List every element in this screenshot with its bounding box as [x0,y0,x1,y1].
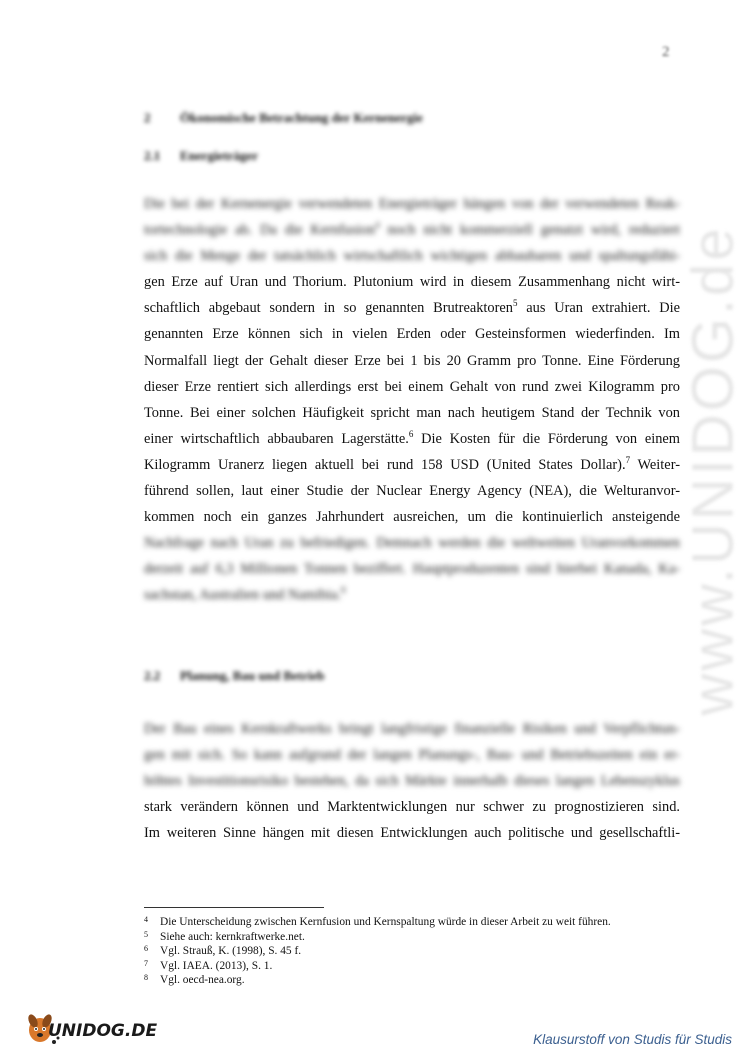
heading-number: 2.2 [144,668,161,683]
heading-section-2-2 [144,668,325,684]
text-line: einer wirtschaftlich abbaubaren Lagerstätte.$^6$ Die Kosten für die Förderung von einem [144,428,680,447]
watermark-text: www.UNIDOG.de [680,224,746,716]
footnote-divider [144,907,324,908]
heading-section-2 [144,110,423,126]
page-number: 2 [662,44,670,60]
footnote-mark: 7 [144,958,148,968]
footnote [144,930,611,945]
slogan: Klausurstoff von Studis für Studis [533,1032,732,1047]
footnote-ref: 6 [408,428,414,439]
text-line: genannten Erze können sich in vielen Erden oder Gesteinsformen wiederfinden. Im [144,326,680,343]
heading-title: Energieträger [180,148,258,163]
footnote-text: Vgl. IAEA. (2013), S. 1. [160,959,273,972]
text-line: Tonne. Bei einer solchen Häufigkeit spricht man nach heutigem Stand der Technik von [144,404,680,421]
text-line: Der Bau eines Kernkraftwerks bringt langfristige finanzielle Risiken und Verpflichtun- [144,721,680,737]
footnote-ref: 7 [625,454,631,465]
text-line: dieser Erze rentiert sich allerdings erst bei einem Gehalt von rund zwei Kilogramm pro [144,378,680,395]
watermark [668,200,750,740]
footnote-mark: 6 [144,944,148,954]
text-line: Kilogramm Uranerz liegen aktuell bei rund 158 USD (United States Dollar).$^7$ Weiter- [144,454,680,473]
text-line: führend sollen, laut einer Studie der Nuclear Energy Agency (NEA), die Welturanvor- [144,483,680,500]
paragraph-energietraeger [144,191,680,609]
text-line: Die bei der Kernenergie verwendeten Energieträger hängen von der verwendeten Reak- [144,196,680,212]
footnote-mark: 4 [144,915,148,924]
footnotes [144,915,611,988]
heading-number: 2.1 [144,148,161,163]
footnote [144,915,611,930]
heading-title: Planung, Bau und Betrieb [180,668,325,683]
text-line: gen Erze auf Uran und Thorium. Plutonium wird in diesem Zusammenhang nicht wirt- [144,274,680,291]
footnote-mark: 8 [144,973,148,983]
text-line: stark verändern können und Marktentwicklungen nur schwer zu prognostizieren sind. [144,799,680,816]
footnote-text: Vgl. Strauß, K. (1998), S. 45 f. [160,945,302,958]
text-line: Im weiteren Sinne hängen mit diesen Entwicklungen auch politische und gesellschaftli- [144,825,680,842]
text-line: Normalfall liegt der Gehalt dieser Erze bei 1 bis 20 Gramm pro Tonne. Eine Förderung [144,352,680,369]
text-line: höhtes Investitionsrisiko bestehen, da sich Märkte innerhalb dieses langen Lebenszyklus [144,773,680,790]
paragraph-planung [144,716,680,846]
footnote [144,959,611,974]
text-line: tortechnologie ab. Da die Kernfusion$^4$ noch nicht kommerziell genutzt wird, reduziert [144,220,680,239]
heading-title: Ökonomische Betrachtung der Kernenergie [180,110,423,125]
footnote-mark: 5 [144,929,148,939]
text-line: schaftlich abgebaut sondern in so genannten Brutreaktoren$^5$ aus Uran extrahiert. Die [144,298,680,317]
footnote [144,944,611,959]
footnote-text: Vgl. oecd-nea.org. [160,974,245,987]
text-line: sich die Menge der tatsächlich wirtschaftlich wichtigen abbaubaren und spaltungsfähi- [144,248,680,265]
footnote-ref: 5 [513,298,518,309]
footnote-ref: 8 [341,585,346,596]
footnote [144,973,611,988]
heading-number: 2 [144,110,151,125]
footnote-text: Die Unterscheidung zwischen Kernfusion und Kernspaltung würde in dieser Arbeit zu weit führen. [160,916,611,928]
text-line: sachstan, Australien und Namibia.$^8$ [144,585,346,604]
text-line: gen mit sich. So kann aufgrund der langen Planungs-, Bau- und Betriebszeiten ein er- [144,747,680,764]
footnote-ref: 4 [375,220,380,231]
logo-text: UNIDOG.DE [48,1021,158,1041]
heading-section-2-1 [144,148,258,164]
text-line: Nachfrage nach Uran zu befriedigen. Demnach werden die weltweiten Uranvorkommen [144,535,680,552]
footnote-text: Siehe auch: kernkraftwerke.net. [160,930,305,943]
text-line: derzeit auf 6,3 Millionen Tonnen beziffert. Hauptproduzenten sind hierbei Kanada, Ka- [144,561,680,578]
text-line: kommen noch ein ganzes Jahrhundert ausreichen, um die kontinuierlich ansteigende [144,509,680,526]
